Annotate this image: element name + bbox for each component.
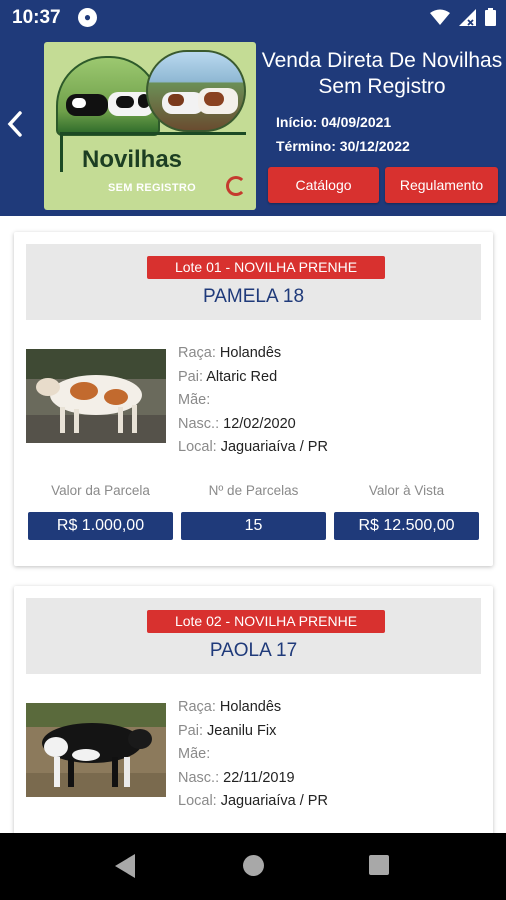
event-logo	[44, 42, 256, 210]
start-date: Início: 04/09/2021	[276, 114, 392, 130]
sire-label: Pai:	[178, 722, 203, 739]
breed-value: Holandês	[219, 345, 282, 361]
nav-back-icon[interactable]	[115, 854, 135, 878]
lot-badge: Lote 01 - NOVILHA PRENHE	[147, 256, 385, 279]
installment-value[interactable]: R$ 1.000,00	[28, 512, 173, 540]
lot-details	[178, 342, 328, 460]
catalog-button[interactable]: Catálogo	[268, 167, 379, 203]
lot-badge: Lote 02 - NOVILHA PRENHE	[147, 610, 385, 633]
installment-count-label: Nº de Parcelas	[208, 483, 299, 498]
logo-photo-cows	[56, 56, 160, 136]
back-button[interactable]	[4, 108, 26, 140]
birth-label: Nasc.:	[178, 769, 220, 786]
lot-details	[178, 696, 328, 814]
breed-value: Holandês	[219, 699, 282, 715]
signal-icon	[459, 9, 476, 26]
event-header	[0, 34, 506, 216]
status-icons	[430, 8, 496, 26]
logo-subtitle: SEM REGISTRO	[108, 182, 196, 194]
animal-photo[interactable]	[26, 349, 166, 443]
breed-label: Raça:	[178, 345, 216, 361]
sire-value: Jeanilu Fix	[207, 722, 277, 739]
lot-card[interactable]	[14, 586, 493, 833]
brand-badge-icon	[226, 176, 246, 196]
event-title: Venda Direta De Novilhas Sem Registro	[261, 49, 503, 98]
birth-value: 12/02/2020	[223, 415, 296, 432]
status-bar	[0, 0, 506, 34]
sire-value: Altaric Red	[206, 368, 278, 385]
battery-icon	[485, 8, 496, 26]
end-date: Término: 30/12/2022	[276, 138, 410, 154]
birth-value: 22/11/2019	[223, 769, 295, 786]
location-value: Jaguariaíva / PR	[220, 793, 328, 809]
lot-card[interactable]	[14, 232, 493, 566]
system-nav-bar	[0, 833, 506, 900]
dam-label: Mãe:	[178, 392, 211, 408]
location-label: Local:	[178, 793, 217, 809]
wifi-icon	[430, 9, 450, 26]
nav-recents-icon[interactable]	[369, 855, 389, 875]
sire-label: Pai:	[178, 368, 203, 385]
logo-title: Novilhas	[82, 146, 183, 173]
cash-value-label: Valor à Vista	[368, 483, 445, 498]
birth-label: Nasc.:	[178, 415, 220, 432]
animal-photo[interactable]	[26, 703, 166, 797]
lot-header	[26, 244, 481, 320]
logo-photo-red-cows	[146, 50, 246, 132]
breed-label: Raça:	[178, 699, 216, 715]
regulation-button[interactable]: Regulamento	[385, 167, 498, 203]
lot-header	[26, 598, 481, 674]
lot-name: PAOLA 17	[209, 640, 298, 661]
radio-icon: ●	[78, 8, 97, 27]
installment-count[interactable]: 15	[181, 512, 326, 540]
lot-list[interactable]	[0, 216, 506, 833]
status-time: 10:37	[12, 7, 61, 28]
cash-value[interactable]: R$ 12.500,00	[334, 512, 479, 540]
dam-label: Mãe:	[178, 746, 211, 762]
chevron-left-icon	[7, 110, 23, 138]
lot-name: PAMELA 18	[202, 286, 305, 307]
installment-value-label: Valor da Parcela	[51, 483, 150, 498]
nav-home-icon[interactable]	[243, 855, 264, 876]
location-label: Local:	[178, 439, 217, 455]
location-value: Jaguariaíva / PR	[220, 439, 328, 455]
